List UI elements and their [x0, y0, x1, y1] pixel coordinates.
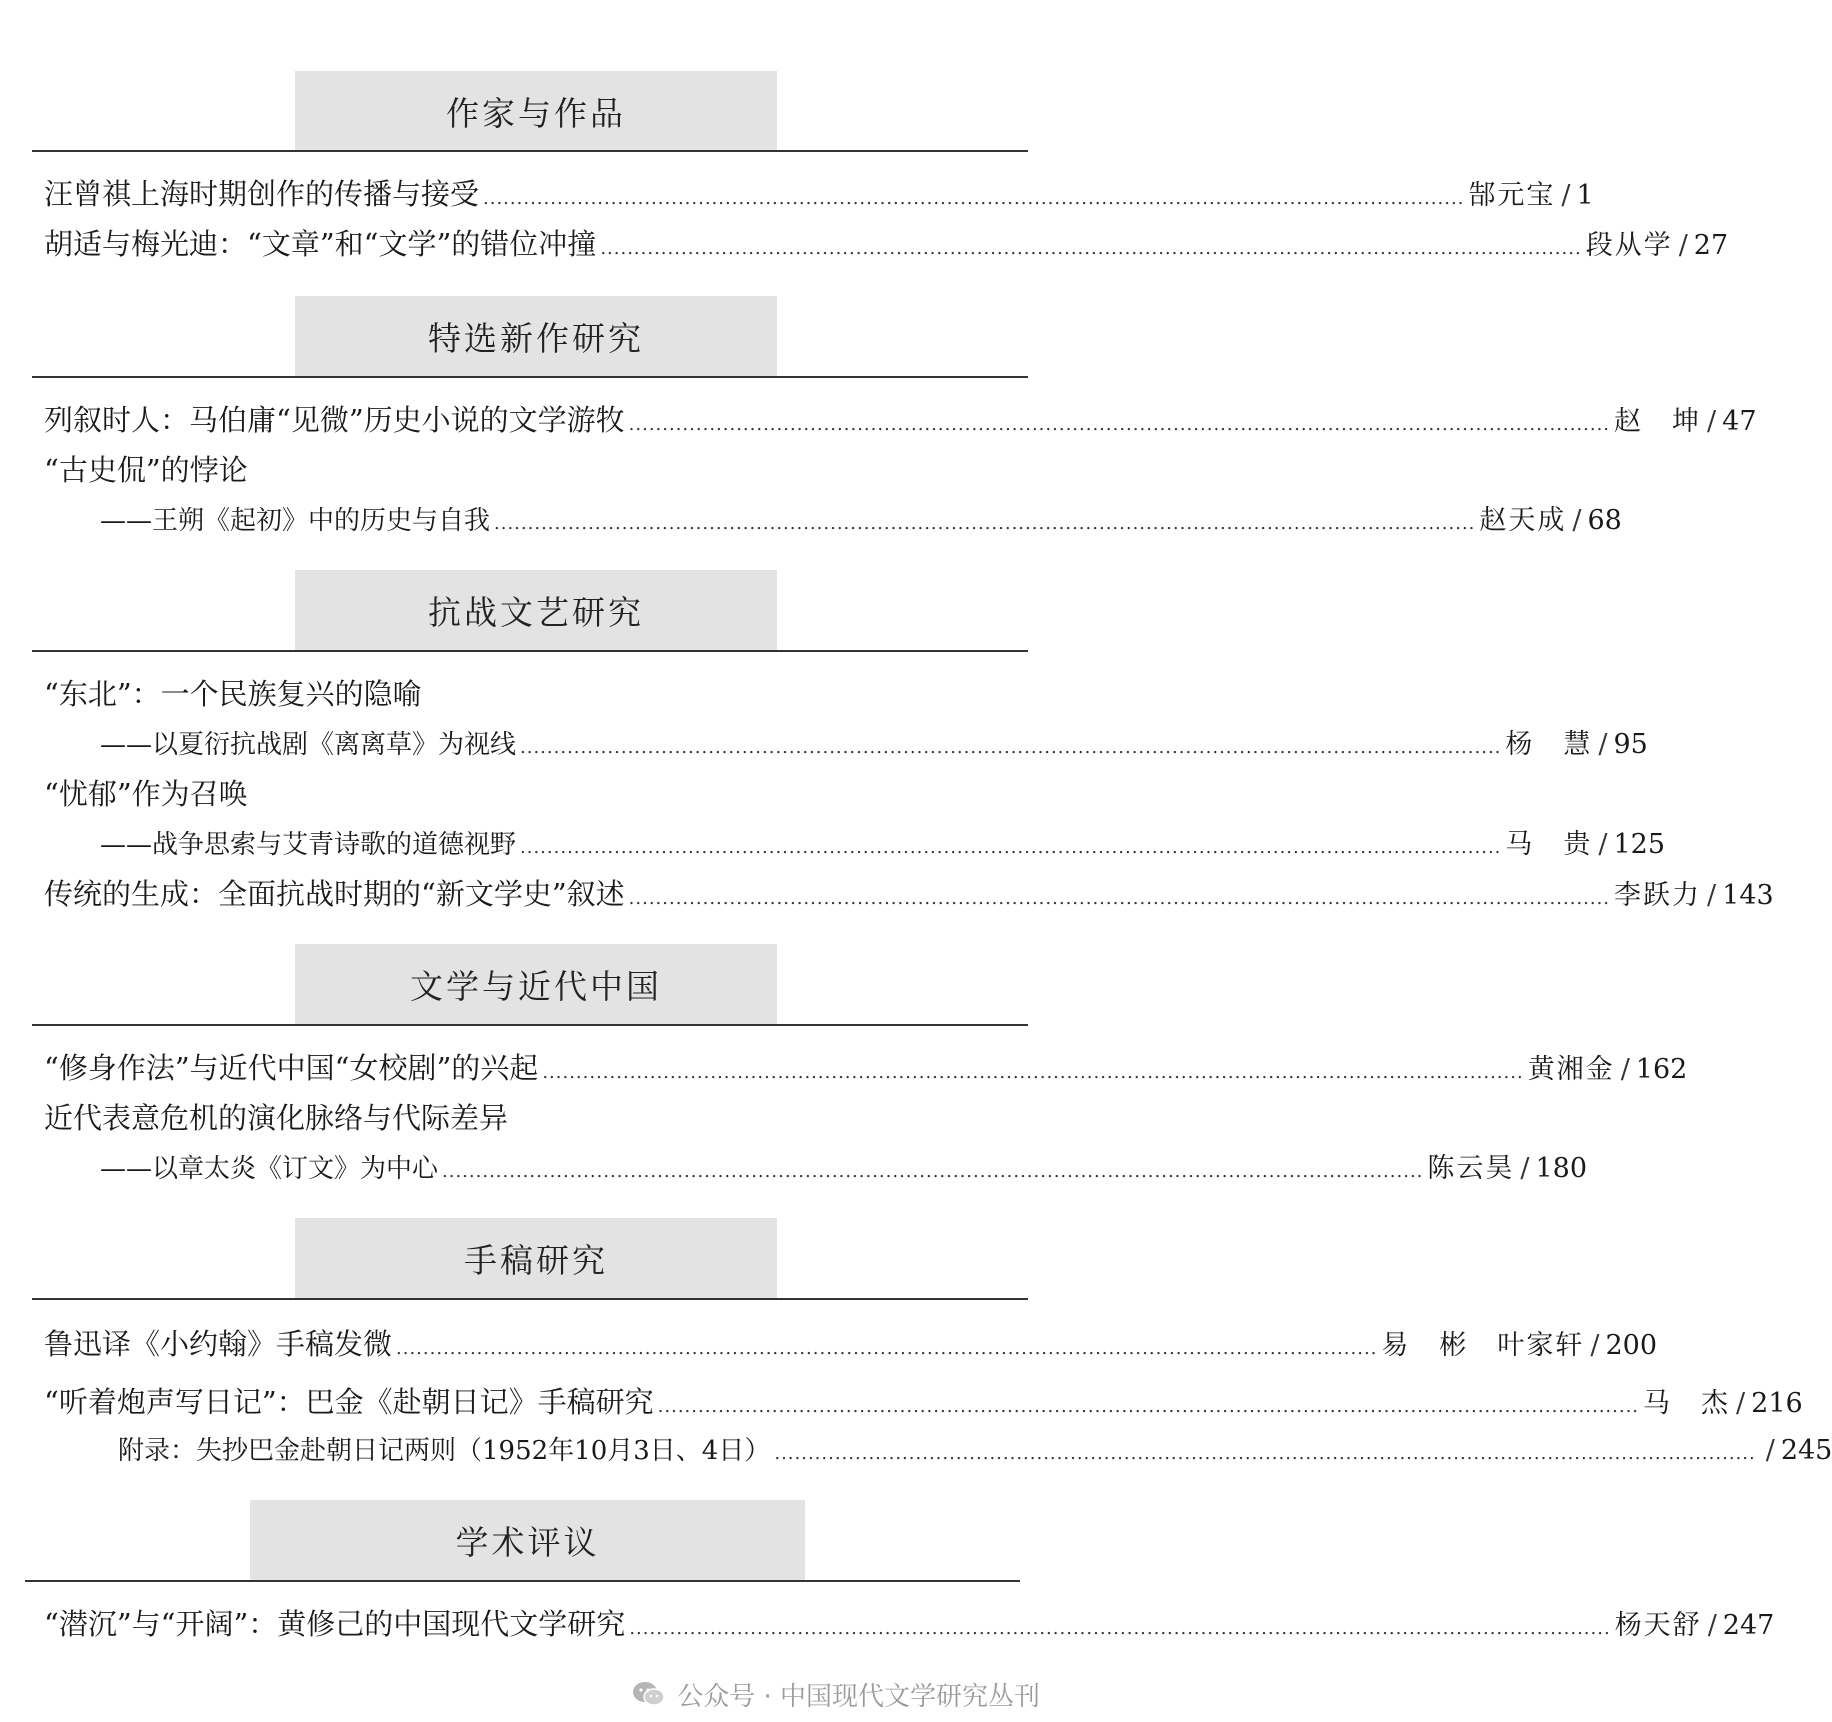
entry-author: 陈云昊	[1427, 1153, 1515, 1184]
entry-title: “听着炮声写日记”：巴金《赴朝日记》手稿研究	[44, 1385, 654, 1419]
entry-author: 杨天舒	[1614, 1610, 1702, 1641]
entry-title: “修身作法”与近代中国“女校剧”的兴起	[44, 1051, 539, 1085]
entry-title[interactable]: 近代表意危机的演化脉络与代际差异	[44, 1101, 509, 1135]
section-title: 特选新作研究	[295, 296, 777, 376]
entry-page: 245	[1780, 1435, 1832, 1466]
entry-page: 143	[1722, 880, 1774, 911]
entry-page: 95	[1613, 729, 1648, 760]
dot-leader: ..................................................................................................................................................	[629, 1618, 1611, 1639]
page-separator: /	[1598, 729, 1608, 760]
toc-entry[interactable]	[100, 822, 1666, 866]
dot-leader: ..................................................................................................................................................	[520, 737, 1502, 758]
page-separator: /	[1678, 230, 1688, 261]
entry-page: 47	[1722, 406, 1757, 437]
toc-entry[interactable]	[44, 1322, 1658, 1366]
toc-entry[interactable]	[44, 222, 1729, 266]
section-rule	[32, 1024, 1028, 1026]
entry-title[interactable]: “东北”：一个民族复兴的隐喻	[44, 677, 422, 711]
toc-entry[interactable]	[44, 1046, 1688, 1090]
entry-title: 传统的生成：全面抗战时期的“新文学史”叙述	[44, 877, 625, 911]
watermark-text: 公众号 · 中国现代文学研究丛刊	[677, 1681, 1040, 1712]
page-separator: /	[1590, 1330, 1600, 1361]
dot-leader: ..................................................................................................................................................	[600, 238, 1582, 259]
section-title: 作家与作品	[295, 71, 777, 151]
section-rule	[25, 1580, 1020, 1582]
entry-author: 黄湘金	[1527, 1054, 1615, 1085]
entry-author: 杨 慧	[1505, 729, 1593, 760]
entry-title[interactable]: “忧郁”作为召唤	[44, 777, 248, 811]
entry-page: 27	[1693, 230, 1729, 261]
entry-author: 赵 坤	[1614, 406, 1702, 437]
page-separator: /	[1707, 880, 1717, 911]
entry-page: 125	[1613, 829, 1666, 860]
entry-page: 162	[1635, 1054, 1688, 1085]
entry-author: 郜元宝	[1468, 180, 1556, 211]
entry-title: 鲁迅译《小约翰》手稿发微	[44, 1327, 393, 1361]
page-separator: /	[1736, 1388, 1746, 1419]
dot-leader: ..................................................................................................................................................	[628, 414, 1611, 435]
section-rule	[32, 150, 1028, 152]
entry-title[interactable]: “古史侃”的悖论	[44, 453, 248, 487]
entry-subtitle: ——战争思索与艾青诗歌的道德视野	[100, 830, 517, 860]
entry-title: 汪曾祺上海时期创作的传播与接受	[44, 177, 480, 211]
dot-leader: ..................................................................................................................................................	[774, 1443, 1756, 1464]
entry-page: 68	[1587, 505, 1622, 536]
section-rule	[32, 650, 1028, 652]
dot-leader: ..................................................................................................................................................	[494, 513, 1476, 534]
dot-leader: ..................................................................................................................................................	[657, 1396, 1640, 1417]
entry-page: 180	[1535, 1153, 1588, 1184]
entry-page: 247	[1722, 1610, 1775, 1641]
entry-subtitle: ——以夏衍抗战剧《离离草》为视线	[100, 730, 517, 760]
toc-entry[interactable]	[44, 1602, 1775, 1646]
entry-author: 马 贵	[1505, 829, 1593, 860]
watermark	[631, 1674, 1040, 1714]
toc-entry[interactable]	[44, 398, 1757, 442]
entry-title: 列叙时人：马伯庸“见微”历史小说的文学游牧	[44, 403, 625, 437]
toc-entry[interactable]	[44, 172, 1594, 216]
entry-author: 马 杰	[1643, 1388, 1731, 1419]
toc-entry[interactable]	[44, 872, 1774, 916]
section-title: 抗战文艺研究	[295, 570, 777, 650]
page-separator: /	[1707, 406, 1717, 437]
section-rule	[32, 376, 1028, 378]
page-separator: /	[1620, 1054, 1630, 1085]
page-separator: /	[1572, 505, 1582, 536]
toc-entry[interactable]	[100, 498, 1622, 542]
entry-page: 216	[1751, 1388, 1803, 1419]
entry-title: 胡适与梅光迪：“文章”和“文学”的错位冲撞	[44, 227, 597, 261]
dot-leader: ..................................................................................................................................................	[442, 1161, 1424, 1182]
section-title: 文学与近代中国	[295, 944, 777, 1024]
entry-author: 易 彬 叶家轩	[1381, 1330, 1585, 1361]
page-separator: /	[1598, 829, 1608, 860]
wechat-icon	[631, 1680, 667, 1708]
entry-subtitle: ——以章太炎《订文》为中心	[100, 1154, 439, 1184]
page-separator: /	[1561, 180, 1571, 211]
entry-author: 赵天成	[1479, 505, 1567, 536]
toc-entry[interactable]	[44, 1380, 1803, 1424]
section-title: 手稿研究	[295, 1218, 777, 1298]
dot-leader: ..................................................................................................................................................	[483, 188, 1465, 209]
entry-title: “潜沉”与“开阔”：黄修己的中国现代文学研究	[44, 1607, 626, 1641]
entry-author: 李跃力	[1614, 880, 1702, 911]
entry-subtitle: ——王朔《起初》中的历史与自我	[100, 506, 491, 536]
entry-title: 附录：失抄巴金赴朝日记两则（1952年10月3日、4日）	[118, 1436, 771, 1466]
entry-author: 段从学	[1585, 230, 1673, 261]
entry-page: 1	[1576, 180, 1594, 211]
dot-leader: ..................................................................................................................................................	[628, 888, 1611, 909]
section-title: 学术评议	[250, 1500, 805, 1580]
page-separator: /	[1765, 1435, 1775, 1466]
toc-entry[interactable]	[100, 722, 1648, 766]
toc-entry[interactable]	[118, 1430, 1832, 1474]
toc-entry[interactable]	[100, 1146, 1588, 1190]
dot-leader: ..................................................................................................................................................	[396, 1338, 1378, 1359]
section-rule	[32, 1298, 1028, 1300]
entry-page: 200	[1605, 1330, 1658, 1361]
page-separator: /	[1520, 1153, 1530, 1184]
dot-leader: ..................................................................................................................................................	[542, 1062, 1524, 1083]
page-separator: /	[1707, 1610, 1717, 1641]
dot-leader: ..................................................................................................................................................	[520, 837, 1502, 858]
